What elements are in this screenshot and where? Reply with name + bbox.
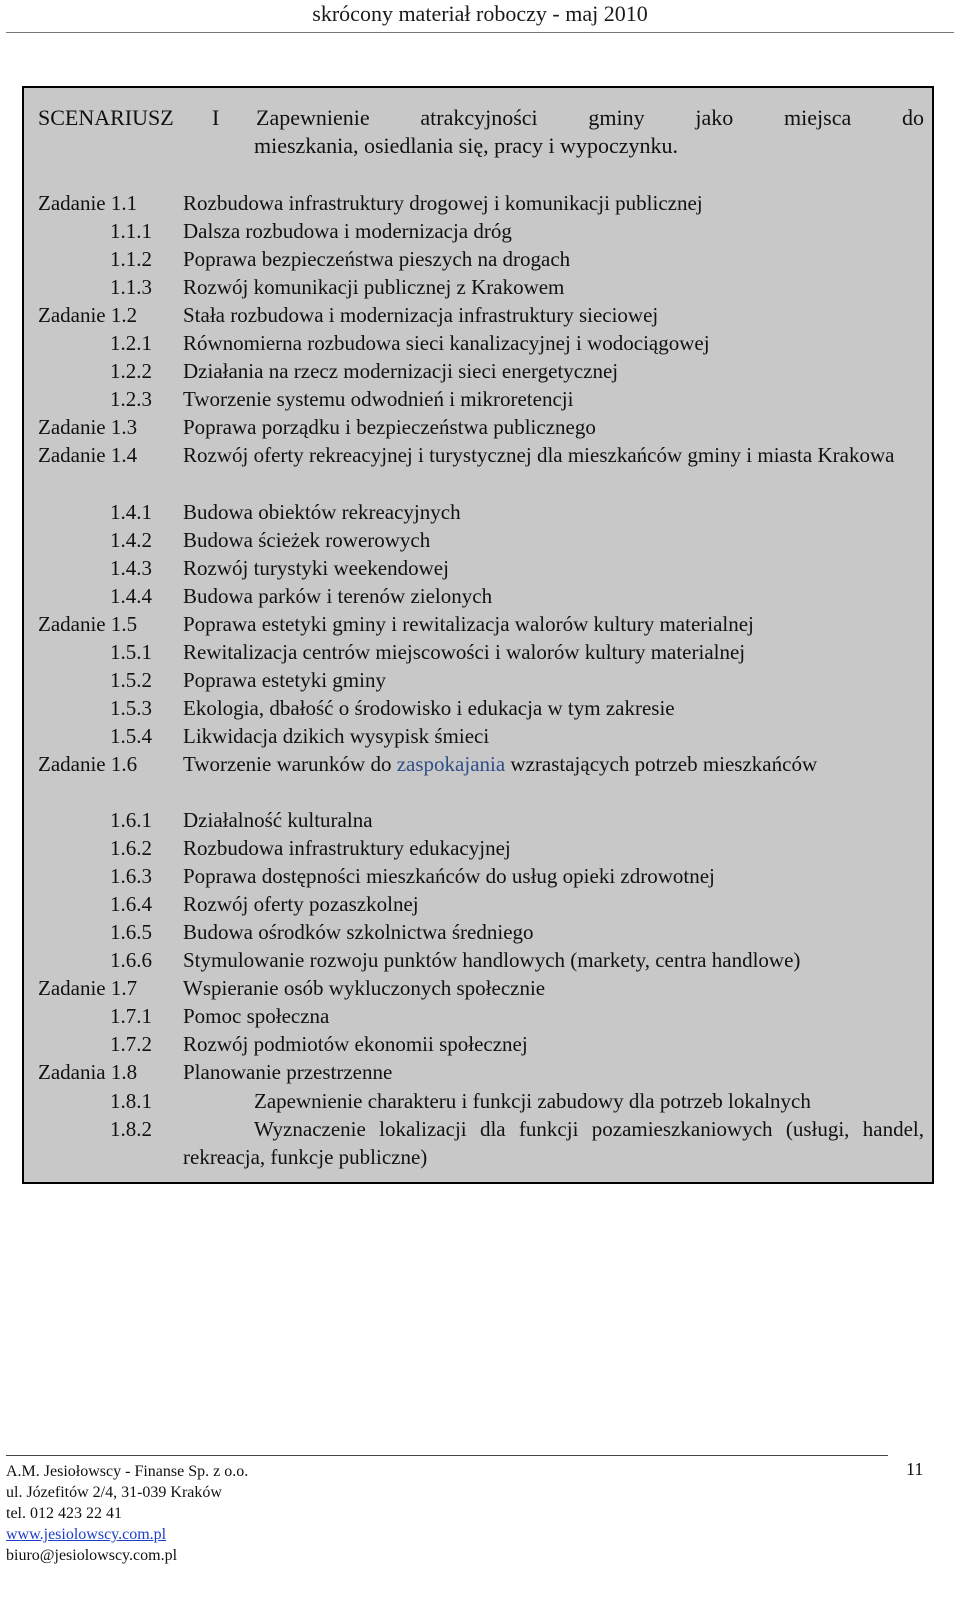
list-item: [38, 1058, 924, 1086]
subtask-number: 1.4.3: [110, 555, 152, 580]
list-item: [38, 217, 924, 245]
company-phone: tel. 012 423 22 41: [6, 1505, 122, 1522]
subtask-text: Rozbudowa infrastruktury edukacyjnej: [183, 836, 511, 861]
subtask-text: Działalność kulturalna: [183, 808, 373, 833]
subtask-number: 1.2.2: [110, 359, 152, 384]
task-text: Rozbudowa infrastruktury drogowej i komunikacji publicznej: [183, 191, 703, 215]
subtask-text: Równomierna rozbudowa sieci kanalizacyjnej i wodociągowej: [183, 331, 710, 356]
task-text: Wspieranie osób wykluczonych społecznie: [183, 976, 546, 1001]
list-item: [38, 357, 924, 385]
list-item: [38, 750, 924, 806]
task-list: [38, 189, 924, 1171]
task-text: Planowanie przestrzenne: [183, 1060, 393, 1085]
scenario-number: I: [212, 105, 220, 130]
subtask-text: Rozwój podmiotów ekonomii społecznej: [183, 1032, 528, 1057]
list-item: [38, 329, 924, 357]
task-text: [183, 750, 924, 778]
list-item: [38, 1030, 924, 1058]
subtask-text: Budowa parków i terenów zielonych: [183, 583, 493, 608]
subtask-text: Zapewnienie charakteru i funkcji zabudowy dla potrzeb lokalnych: [254, 1088, 811, 1113]
list-item: [38, 554, 924, 582]
subtask-text: Budowa ośrodków szkolnictwa średniego: [183, 920, 534, 945]
list-item: [38, 273, 924, 301]
subtask-text: Pomoc społeczna: [183, 1004, 330, 1029]
subtask-number: 1.8.2: [110, 1116, 152, 1141]
list-item: [38, 1087, 924, 1115]
list-item: [38, 694, 924, 722]
subtask-number: 1.7.2: [110, 1032, 152, 1057]
list-item: [38, 890, 924, 918]
company-address: ul. Józefitów 2/4, 31-039 Kraków: [6, 1484, 222, 1501]
subtask-number: 1.6.3: [110, 864, 152, 889]
task-text-part: wzrastających potrzeb mieszkańców: [510, 751, 818, 776]
list-item: [38, 974, 924, 1002]
list-item: [38, 946, 924, 974]
list-item: [38, 385, 924, 413]
list-item: [38, 189, 924, 217]
task-text: Poprawa estetyki gminy i rewitalizacja walorów kultury materialnej: [183, 611, 754, 636]
list-item: [38, 301, 924, 329]
task-number: Zadanie 1.7: [38, 976, 138, 1001]
task-text: Stała rozbudowa i modernizacja infrastruktury sieciowej: [183, 303, 659, 328]
subtask-number: 1.8.1: [110, 1088, 152, 1113]
subtask-number: 1.5.3: [110, 695, 152, 720]
subtask-text: Wyznaczenie lokalizacji dla funkcji pozamieszkaniowych (usługi, handel, rekreacja, funkcje publiczne): [183, 1116, 924, 1169]
subtask-number: 1.7.1: [110, 1004, 152, 1029]
subtask-number: 1.6.4: [110, 892, 152, 917]
list-item: [38, 806, 924, 834]
subtask-text: Dalsza rozbudowa i modernizacja dróg: [183, 219, 512, 244]
company-email: biuro@jesiolowscy.com.pl: [6, 1547, 178, 1564]
scenario-title-line2: mieszkania, osiedlania się, pracy i wypoczynku.: [254, 133, 678, 158]
header-divider: [6, 32, 954, 33]
subtask-number: 1.4.2: [110, 527, 152, 552]
task-number: Zadanie 1.6: [38, 751, 138, 776]
list-item: [38, 245, 924, 273]
subtask-text: Działania na rzecz modernizacji sieci energetycznej: [183, 359, 619, 384]
task-text: Rozwój oferty rekreacyjnej i turystycznej dla mieszkańców gminy i miasta Krakowa: [183, 443, 895, 468]
subtask-number: 1.6.2: [110, 836, 152, 861]
subtask-text: Likwidacja dzikich wysypisk śmieci: [183, 723, 490, 748]
website-link[interactable]: www.jesiolowscy.com.pl: [6, 1526, 167, 1543]
subtask-number: 1.4.1: [110, 499, 152, 524]
subtask-number: 1.6.5: [110, 920, 152, 945]
task-text-part: Tworzenie warunków do: [183, 751, 392, 776]
subtask-text: Poprawa bezpieczeństwa pieszych na drogach: [183, 247, 571, 272]
task-number: Zadanie 1.5: [38, 611, 138, 636]
page-header-title: skrócony materiał roboczy - maj 2010: [312, 1, 648, 26]
task-number: Zadanie 1.4: [38, 443, 138, 468]
subtask-text: Budowa obiektów rekreacyjnych: [183, 499, 461, 524]
subtask-text: Poprawa estetyki gminy: [183, 667, 386, 692]
subtask-number: 1.1.2: [110, 247, 152, 272]
subtask-text: Budowa ścieżek rowerowych: [183, 527, 431, 552]
list-item: [38, 918, 924, 946]
subtask-text: Ekologia, dbałość o środowisko i edukacja w tym zakresie: [183, 695, 675, 720]
company-name: A.M. Jesiołowscy - Finanse Sp. z o.o.: [6, 1463, 249, 1480]
list-item: [38, 1002, 924, 1030]
subtask-number: 1.4.4: [110, 583, 152, 608]
list-item: [38, 498, 924, 526]
list-item: [38, 582, 924, 610]
subtask-text: Rozwój oferty pozaszkolnej: [183, 892, 419, 917]
subtask-number: 1.2.3: [110, 387, 152, 412]
list-item: [38, 666, 924, 694]
subtask-text: Rozwój turystyki weekendowej: [183, 555, 449, 580]
list-item: [38, 638, 924, 666]
task-text: Poprawa porządku i bezpieczeństwa publicznego: [183, 415, 596, 440]
subtask-number: 1.2.1: [110, 331, 152, 356]
subtask-number: 1.5.4: [110, 723, 152, 748]
scenario-box: [22, 86, 934, 1184]
subtask-text: Poprawa dostępności mieszkańców do usług opieki zdrowotnej: [183, 864, 715, 889]
subtask-text: Tworzenie systemu odwodnień i mikroretencji: [183, 387, 574, 412]
list-item: [38, 834, 924, 862]
subtask-number: 1.5.1: [110, 639, 152, 664]
list-item: [38, 441, 924, 497]
subtask-number: 1.1.3: [110, 275, 152, 300]
task-number: Zadania 1.8: [38, 1060, 138, 1085]
list-item: [38, 413, 924, 441]
scenario-label: SCENARIUSZ: [38, 105, 174, 130]
subtask-number: 1.5.2: [110, 667, 152, 692]
list-item: [38, 526, 924, 554]
subtask-text: Rewitalizacja centrów miejscowości i walorów kultury materialnej: [183, 639, 746, 664]
subtask-text: Rozwój komunikacji publicznej z Krakowem: [183, 275, 565, 300]
list-item: [38, 862, 924, 890]
task-number: Zadanie 1.2: [38, 303, 138, 328]
subtask-number: 1.6.6: [110, 948, 152, 973]
highlighted-word-link[interactable]: zaspokajania: [396, 751, 506, 776]
list-item: [38, 1115, 924, 1171]
scenario-heading: [38, 104, 924, 158]
subtask-number: 1.1.1: [110, 219, 152, 244]
scenario-title-line1: Zapewnienie atrakcyjności gminy jako miejsca do: [256, 105, 924, 130]
subtask-number: 1.6.1: [110, 808, 152, 833]
task-number: Zadanie 1.1: [38, 191, 138, 215]
task-number: Zadanie 1.3: [38, 415, 138, 440]
subtask-text: Stymulowanie rozwoju punktów handlowych (markety, centra handlowe): [183, 948, 801, 973]
list-item: [38, 610, 924, 638]
footer-divider: [6, 1455, 888, 1456]
list-item: [38, 722, 924, 750]
footer-contact: [6, 1461, 248, 1566]
page-number: 11: [906, 1459, 924, 1479]
